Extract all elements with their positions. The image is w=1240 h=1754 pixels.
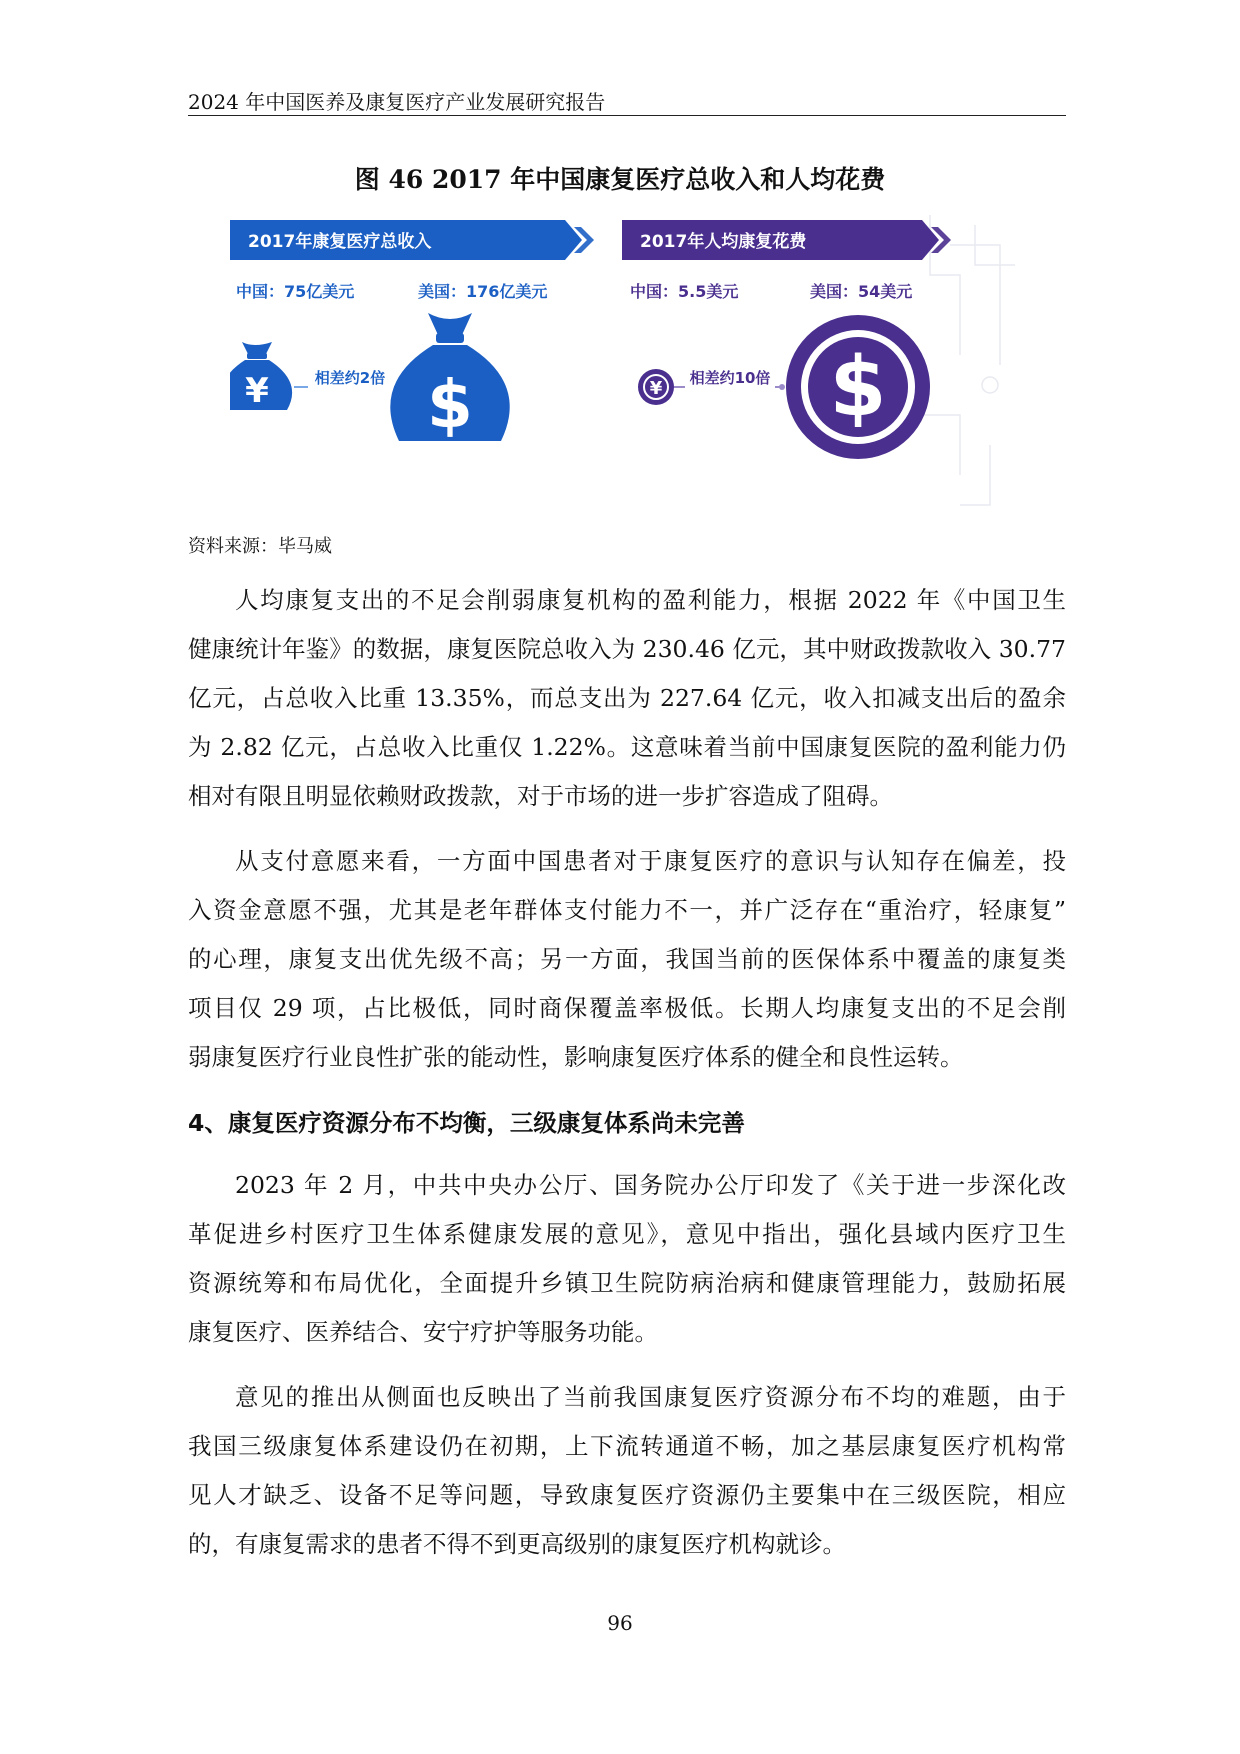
paragraph-line: 亿元，占总收入比重 13.35%，而总支出为 227.64 亿元，收入扣减支出后的盈余 [188,684,1066,712]
running-header: 2024 年中国医养及康复医疗产业发展研究报告 [188,90,606,114]
paragraph-line: 为 2.82 亿元，占总收入比重仅 1.22%。这意味着当前中国康复医院的盈利能力仍 [188,733,1066,761]
paragraph-line: 的，有康复需求的患者不得不到更高级别的康复医疗机构就诊。 [188,1530,846,1558]
left-banner [230,220,594,260]
svg-text:$: $ [427,366,473,443]
paragraph-line: 2023 年 2 月，中共中央办公厅、国务院办公厅印发了《关于进一步深化改 [235,1171,1066,1199]
svg-text:¥: ¥ [649,378,663,399]
paragraph-3 [188,1161,1066,1357]
right-diff-label: 相差约10倍 [689,369,771,387]
paragraph-line: 弱康复医疗行业良性扩张的能动性，影响康复医疗体系的健全和良性运转。 [188,1043,964,1071]
page-number: 96 [607,1611,633,1635]
dollar-coin-icon [786,315,930,459]
svg-text:¥: ¥ [245,371,269,411]
paragraph-line: 意见的推出从侧面也反映出了当前我国康复医疗资源分布不均的难题，由于 [235,1383,1066,1411]
paragraph-line: 项目仅 29 项，占比极低，同时商保覆盖率极低。长期人均康复支出的不足会削 [188,994,1066,1022]
right-usa-value: 美国：54美元 [810,282,913,301]
figure-infographic [230,215,1030,525]
background-decoration [920,215,1015,505]
paragraph-line: 革促进乡村医疗卫生体系健康发展的意见》，意见中指出，强化县域内医疗卫生 [188,1220,1066,1248]
paragraph-4 [188,1373,1066,1569]
header-rule [188,115,1066,116]
paragraph-line: 人均康复支出的不足会削弱康复机构的盈利能力，根据 2022 年《中国卫生 [235,586,1066,614]
figure-source: 资料来源：毕马威 [188,536,332,557]
yuan-coin-icon [638,369,674,405]
paragraph-line: 资源统筹和布局优化，全面提升乡镇卫生院防病治病和健康管理能力，鼓励拓展 [188,1269,1066,1297]
right-connector [674,363,785,391]
paragraph-2 [188,837,1066,1082]
paragraph-line: 相对有限且明显依赖财政拨款，对于市场的进一步扩容造成了阻碍。 [188,782,893,810]
paragraph-1 [188,576,1066,821]
paragraph-line: 入资金意愿不强，尤其是老年群体支付能力不一，并广泛存在“重治疗，轻康复” [188,896,1066,924]
right-china-value: 中国：5.5美元 [630,282,739,301]
dollar-money-bag-icon [390,313,509,443]
left-china-value: 中国：75亿美元 [236,282,355,301]
paragraph-line: 从支付意愿来看，一方面中国患者对于康复医疗的意识与认知存在偏差，投 [235,847,1066,875]
left-usa-value: 美国：176亿美元 [418,282,548,301]
svg-text:$: $ [829,340,887,435]
yuan-money-bag-icon [230,342,292,411]
left-banner-label: 2017年康复医疗总收入 [248,232,432,252]
right-banner-label: 2017年人均康复花费 [640,232,807,252]
paragraph-line: 我国三级康复体系建设仍在初期，上下流转通道不畅，加之基层康复医疗机构常 [188,1432,1066,1460]
paragraph-line: 健康统计年鉴》的数据，康复医院总收入为 230.46 亿元，其中财政拨款收入 30.77 [188,635,1066,663]
paragraph-line: 的心理，康复支出优先级不高；另一方面，我国当前的医保体系中覆盖的康复类 [188,945,1066,973]
section-heading: 4、康复医疗资源分布不均衡，三级康复体系尚未完善 [188,1109,745,1137]
right-banner [622,220,951,260]
figure-title: 图 46 2017 年中国康复医疗总收入和人均花费 [354,165,886,194]
paragraph-line: 康复医疗、医养结合、安宁疗护等服务功能。 [188,1318,658,1346]
paragraph-line: 见人才缺乏、设备不足等问题，导致康复医疗资源仍主要集中在三级医院，相应 [188,1481,1066,1509]
left-diff-label: 相差约2倍 [314,369,386,387]
